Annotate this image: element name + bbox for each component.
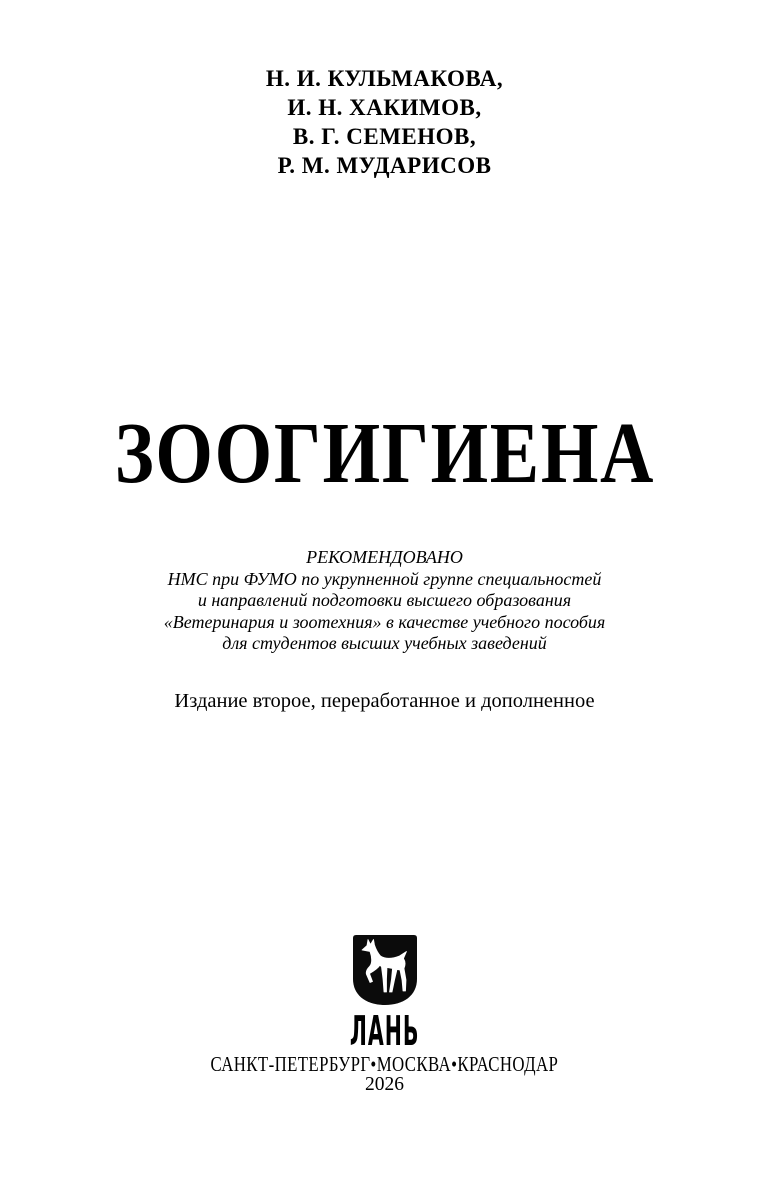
recommendation-heading: РЕКОМЕНДОВАНО [306, 547, 463, 567]
recommendation-block [0, 547, 769, 655]
recommendation-line: «Ветеринария и зоотехния» в качестве учебного пособия [163, 611, 606, 632]
edition-note: Издание второе, переработанное и дополненное [174, 690, 595, 712]
author-line: Н. И. КУЛЬМАКОВА, [265, 66, 504, 91]
publication-year: 2026 [365, 1074, 404, 1095]
recommendation-line: НМС при ФУМО по укрупненной группе специальностей [167, 568, 602, 589]
recommendation-line: для студентов высших учебных заведений [222, 633, 547, 653]
author-line: В. Г. СЕМЕНОВ, [292, 124, 477, 149]
publisher-cities-text: САНКТ-ПЕТЕРБУРГ•МОСКВА•КРАСНОДАР [210, 1052, 559, 1076]
publisher-logo [0, 935, 769, 1007]
authors-block [0, 64, 769, 180]
author-line: И. Н. ХАКИМОВ, [287, 95, 482, 120]
book-title [0, 405, 769, 501]
book-title-text: ЗООГИГИЕНА [114, 404, 655, 501]
recommendation-line: и направлений подготовки высшего образования [197, 590, 572, 610]
author-line: Р. М. МУДАРИСОВ [277, 153, 492, 178]
publisher-logotype-text: ЛАНЬ [349, 1007, 420, 1055]
lan-deer-shield-icon [353, 935, 417, 1007]
publisher-logotype [0, 1007, 769, 1055]
